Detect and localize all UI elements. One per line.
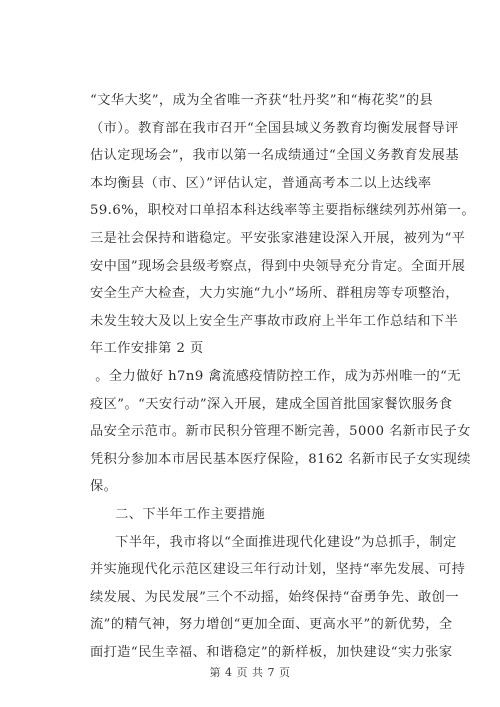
text-line: 本均衡县（市、区）”评估认定，普通高考本二以上达线率 <box>90 175 432 191</box>
page-number-footer: 第 4 页 共 7 页 <box>209 666 291 679</box>
text-line: 保。 <box>90 479 118 495</box>
text-line: （市）。教育部在我市召开“全国县域义务教育均衡发展督导评 <box>90 120 459 136</box>
document-body <box>90 87 476 666</box>
text-line: 未发生较大及以上安全生产事故市政府上半年工作总结和下半 <box>90 313 459 329</box>
text-line: 面打造“民生幸福、和谐稳定”的新样板，加快建设“实力张家 <box>90 644 453 660</box>
text-line: 流”的精气神，努力增创“更加全面、更高水平”的新优势，全 <box>90 617 453 633</box>
text-line: 59.6%，职校对口单招本科达线率等主要指标继续列苏州第一。 <box>90 203 476 219</box>
text-line: 续发展、为民发展”三个不动摇，始终保持“奋勇争先、敢创一 <box>90 589 459 605</box>
text-line: 三是社会保持和谐稳定。平安张家港建设深入开展，被列为“平 <box>90 230 466 246</box>
text-line: 估认定现场会”，我市以第一名成绩通过“全国义务教育发展基 <box>90 148 459 164</box>
text-line: 凭积分参加本市居民基本医疗保险，8162 名新市民子女实现续 <box>90 451 471 467</box>
text-line: 年工作安排第 2 页 <box>90 341 204 357</box>
text-line: 疫区”。“天安行动”深入开展，建成全国首批国家餐饮服务食 <box>90 396 453 412</box>
text-line: 品安全示范市。新市民积分管理不断完善，5000 名新市民子女 <box>90 424 471 440</box>
section-heading: 二、下半年工作主要措施 <box>115 506 266 522</box>
text-line: 安中国”现场会县级考察点，得到中央领导充分肯定。全面开展 <box>90 258 466 274</box>
text-line: 下半年，我市将以“全面推进现代化建设”为总抓手，制定 <box>115 534 457 550</box>
text-line: “文华大奖”，成为全省唯一齐获“牡丹奖”和“梅花奖”的县 <box>90 93 434 108</box>
text-line: 安全生产大检查，大力实施“九小”场所、群租房等专项整治， <box>90 286 459 302</box>
text-line: 。全力做好 h7n9 禽流感疫情防控工作，成为苏州唯一的“无 <box>95 368 461 384</box>
text-line: 并实施现代化示范区建设三年行动计划，坚持“率先发展、可持 <box>90 562 466 578</box>
